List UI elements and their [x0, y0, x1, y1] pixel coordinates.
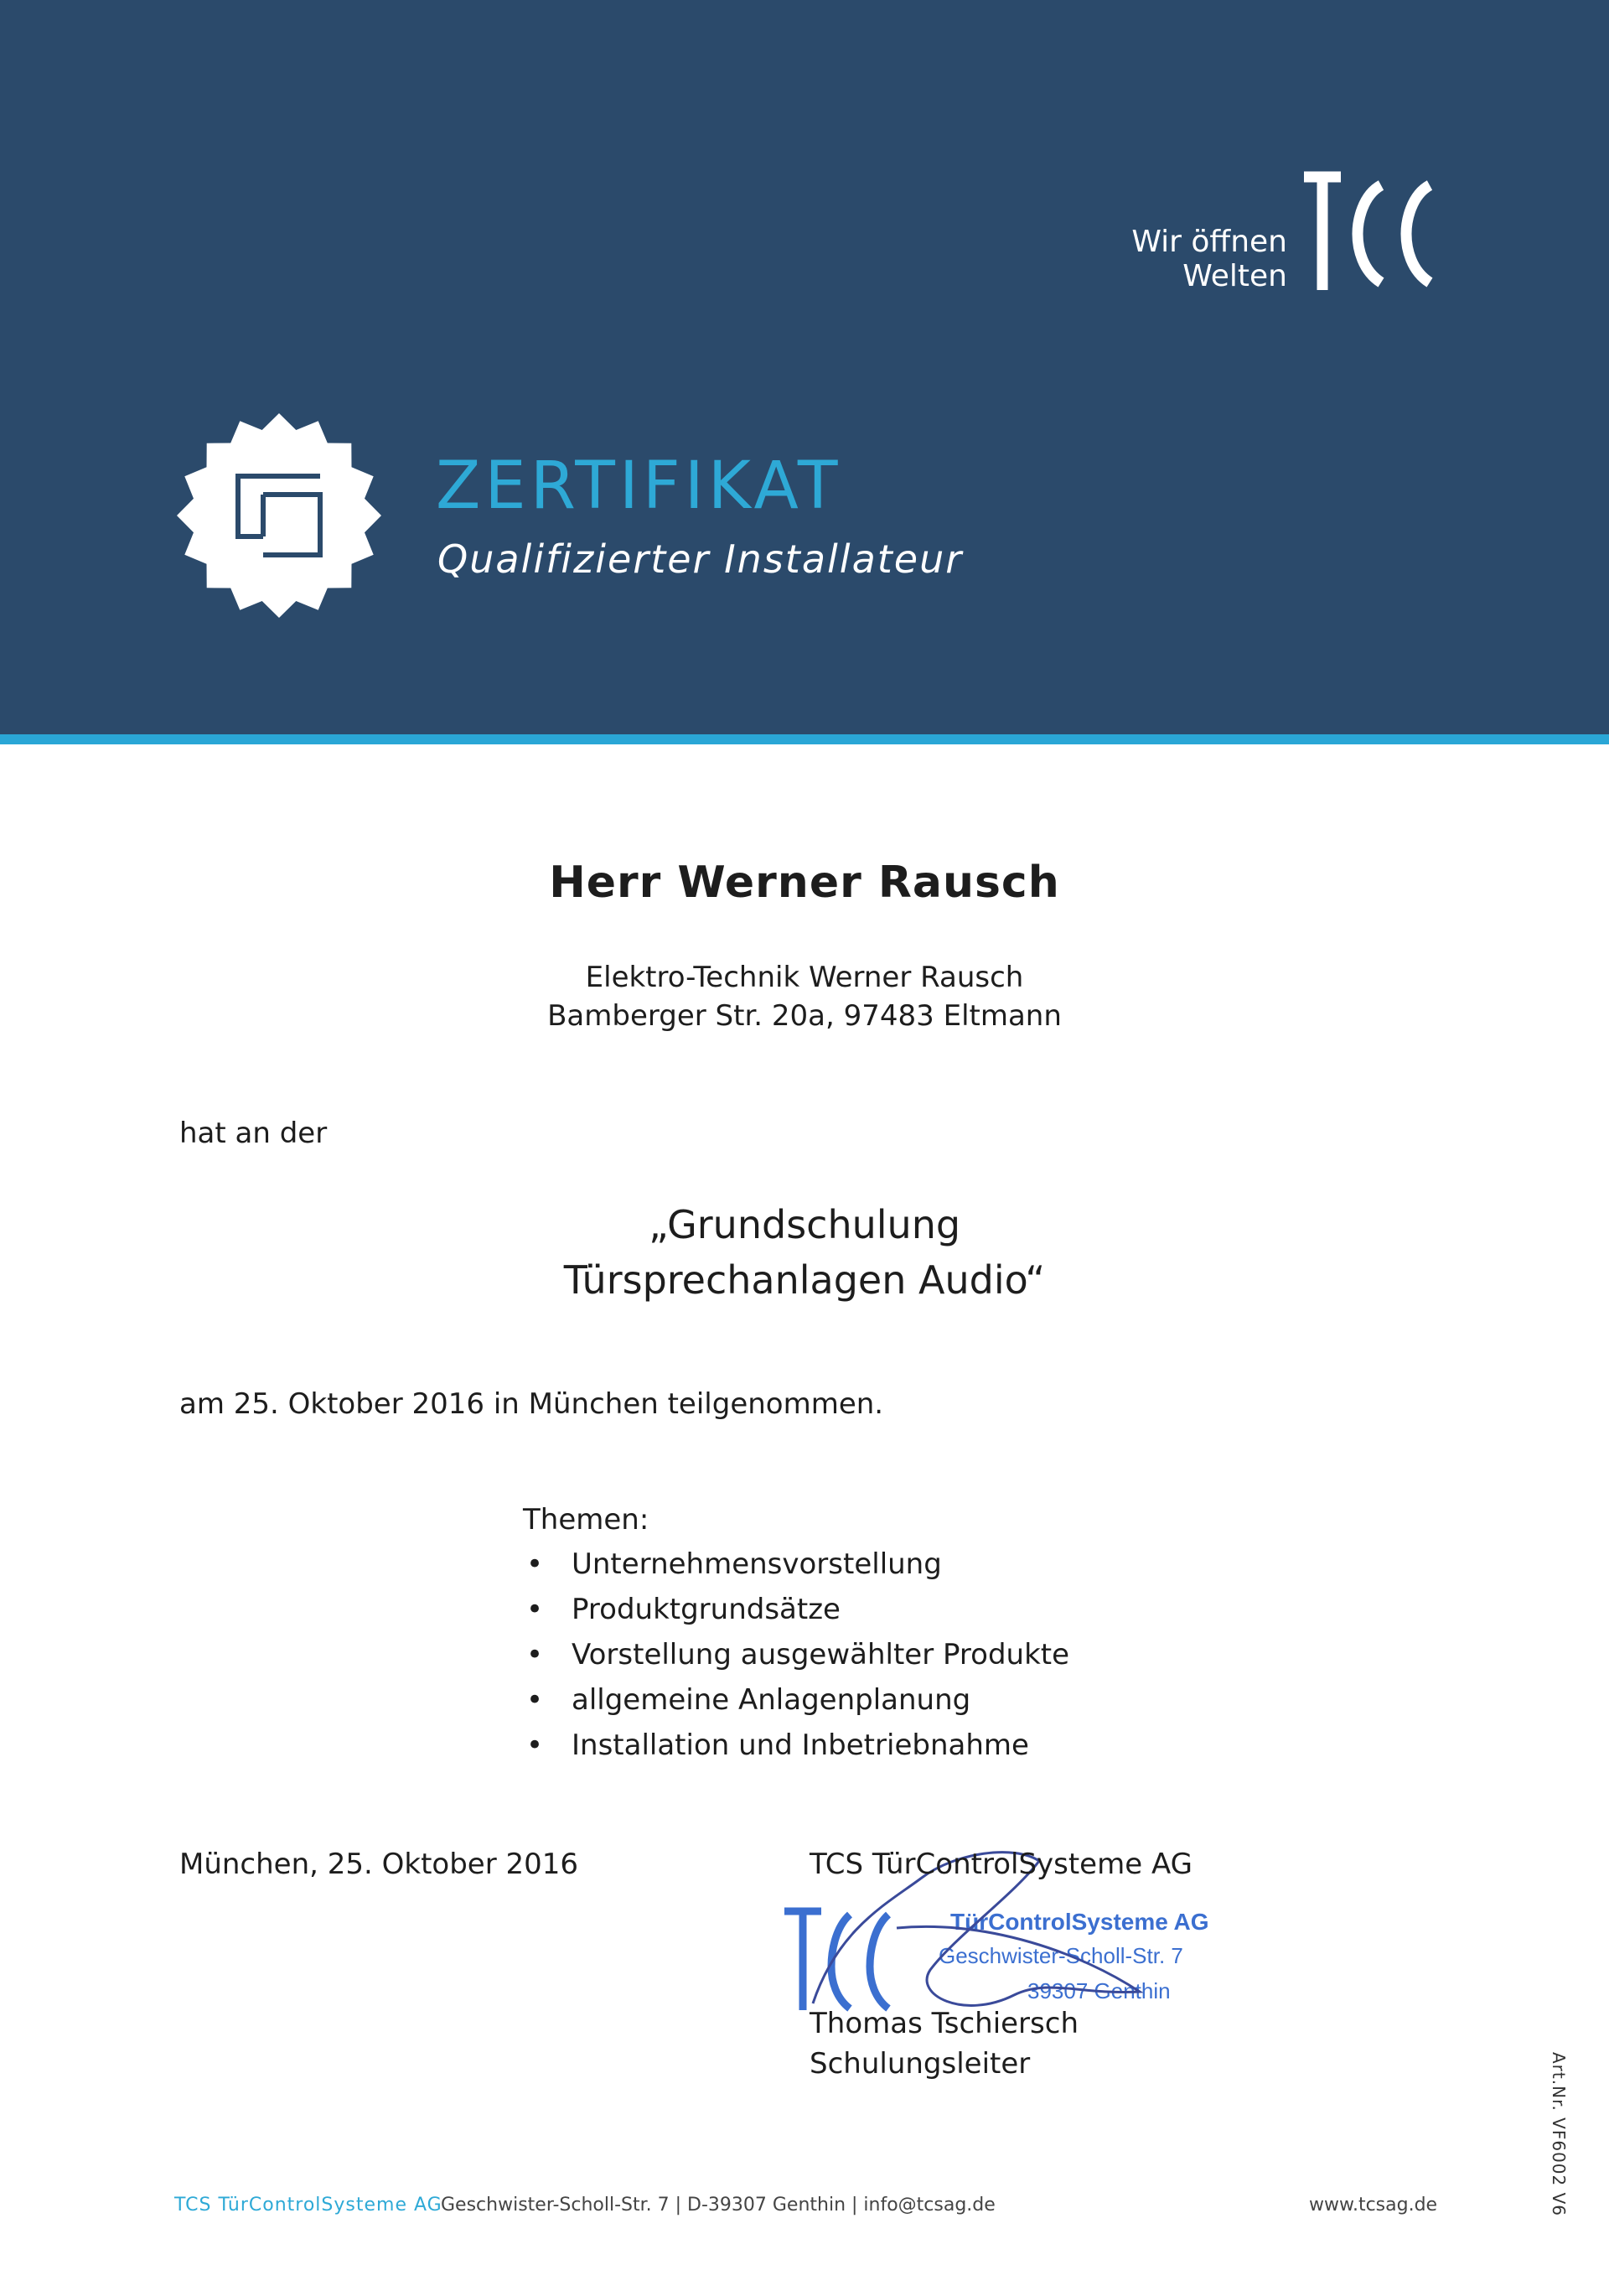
company-address: Bamberger Str. 20a, 97483 Eltmann — [547, 999, 1062, 1033]
bullet-icon: • — [526, 1638, 544, 1671]
footer-company: TCS TürControlSysteme AG — [174, 2195, 442, 2216]
topic-label: Produktgrundsätze — [572, 1593, 841, 1626]
topic-label: Unternehmensvorstellung — [572, 1547, 942, 1581]
header-accent-stripe — [0, 734, 1609, 744]
article-number: Art.Nr. VF6002 V6 — [1549, 2052, 1569, 2217]
footer-address: Geschwister-Scholl-Str. 7 | D-39307 Genthin | info@tcsag.de — [441, 2195, 996, 2216]
topic-item — [523, 1723, 1069, 1768]
intro-text: hat an der — [179, 1117, 328, 1150]
certificate-seal-icon — [174, 411, 384, 620]
tcs-logo — [1304, 170, 1438, 293]
bullet-icon: • — [526, 1728, 544, 1762]
stamp-line-1: TürControlSysteme AG — [950, 1909, 1209, 1935]
certificate-title: ZERTIFIKAT — [436, 448, 842, 524]
certificate-header — [0, 0, 1609, 734]
topic-item — [523, 1677, 1069, 1723]
course-title — [0, 1197, 1609, 1308]
bullet-icon: • — [526, 1683, 544, 1717]
seal-shape — [177, 413, 381, 618]
signer-block — [810, 2003, 1079, 2084]
stamp-line-3: 39307 Genthin — [1027, 1978, 1171, 2003]
topic-label: allgemeine Anlagenplanung — [572, 1683, 971, 1717]
topic-label: Vorstellung ausgewählter Produkte — [572, 1638, 1070, 1671]
topic-item — [523, 1587, 1069, 1632]
bullet-icon: • — [526, 1547, 544, 1581]
bullet-icon: • — [526, 1593, 544, 1626]
signer-name: Thomas Tschiersch — [810, 2007, 1079, 2040]
course-title-line-2: Türsprechanlagen Audio“ — [563, 1257, 1046, 1303]
tagline-line-1: Wir öffnen — [1131, 225, 1287, 259]
participation-date: am 25. Oktober 2016 in München teilgenommen. — [179, 1387, 884, 1421]
stamp-line-2: Geschwister-Scholl-Str. 7 — [939, 1943, 1183, 1968]
topics-list — [523, 1503, 1069, 1768]
recipient-name: Herr Werner Rausch — [549, 858, 1060, 908]
topic-label: Installation und Inbetriebnahme — [572, 1728, 1029, 1762]
signer-role: Schulungsleiter — [810, 2047, 1031, 2081]
brand-tagline — [1131, 225, 1287, 293]
certificate-subtitle: Qualifizierter Installateur — [437, 536, 964, 582]
course-title-line-1: „Grundschulung — [648, 1202, 961, 1247]
recipient-company — [0, 958, 1609, 1035]
topic-item — [523, 1542, 1069, 1587]
topic-item — [523, 1632, 1069, 1677]
tagline-line-2: Welten — [1182, 259, 1287, 293]
issuing-company: TCS TürControlSysteme AG — [810, 1848, 1193, 1881]
topics-heading: Themen: — [523, 1503, 649, 1537]
footer-website: www.tcsag.de — [1309, 2195, 1438, 2216]
company-name: Elektro-Technik Werner Rausch — [585, 961, 1024, 994]
place-and-date: München, 25. Oktober 2016 — [179, 1848, 579, 1881]
